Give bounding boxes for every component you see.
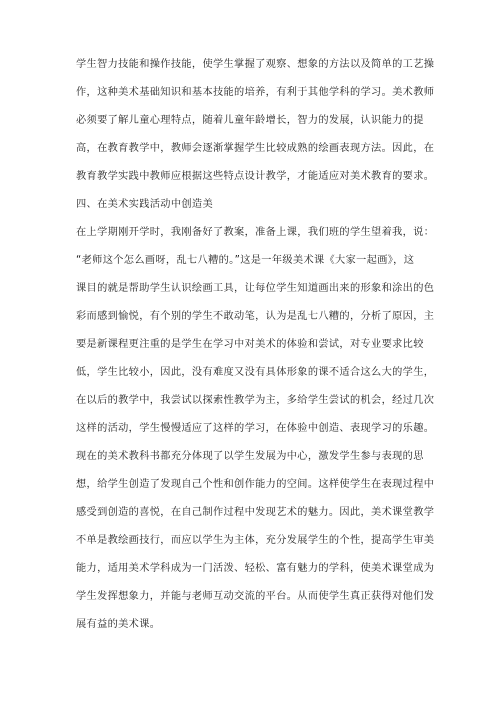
text-line-12: 低，学生比较小，因此，没有难度又没有具体形象的课不适合这么大的学生， [76,367,435,378]
text-line-19: 能力，适用美术学科成为一门活泼、轻松、富有魅力的学科，使美术课堂成为 [76,563,435,574]
text-line-9: 课目的就是帮助学生认识绘画工具，让每位学生知道画出来的形象和涂出的色 [76,283,435,294]
text-line-14: 这样的活动，学生慢慢适应了这样的学习，在体验中创造、表现学习的乐趣。 [76,423,435,434]
text-line-3: 必须要了解儿童心理特点，随着儿童年龄增长，智力的发展，认识能力的提 [76,115,424,126]
text-line-18: 不单是教绘画技行，而应以学生为主体，充分发展学生的个性，提高学生审美 [76,535,435,546]
text-line-4: 高，在教育教学中，教师会逐渐掌握学生比较成熟的绘画表现方法。因此，在 [76,143,435,154]
text-line-15: 现在的美术教科书都充分体现了以学生发展为中心，激发学生参与表现的思 [76,451,424,462]
text-line-10: 彩而感到愉悦，有个别的学生不敢动笔，认为是乱七八糟的，分析了原因，主 [76,311,435,322]
text-line-8: “老师这个怎么画呀，乱七八糟的。”这是一年级美术课《大家一起画》，这 [76,255,415,266]
text-line-21: 展有益的美术课。 [76,619,161,630]
text-line-1: 学生智力技能和操作技能，使学生掌握了观察、想象的方法以及简单的工艺操 [76,59,435,70]
text-line-17: 感受到创造的喜悦，在自己制作过程中发现艺术的魅力。因此，美术课堂教学 [76,507,435,518]
text-line-11: 要是新课程更注重的是学生在学习中对美术的体验和尝试，对专业要求比较 [76,339,424,350]
text-line-13: 在以后的教学中，我尝试以探索性教学为主，多给学生尝试的机会，经过几次 [76,395,435,406]
text-line-20: 学生发挥想象力，并能与老师互动交流的平台。从而使学生真正获得对他们发 [76,591,435,602]
text-line-7: 在上学期刚开学时，我刚备好了教案，准备上课，我们班的学生望着我，说： [76,227,435,238]
text-line-2: 作，这种美术基础知识和基本技能的培养，有利于其他学科的学习。美术教师 [76,87,435,98]
text-line-16: 想，给学生创造了发现自己个性和创作能力的空间。这样使学生在表现过程中 [76,479,435,490]
text-line-5: 教育教学实践中教师应根据这些特点设计教学，才能适应对美术教育的要求。 [76,171,435,182]
section-heading: 四、在美术实践活动中创造美 [76,199,213,210]
